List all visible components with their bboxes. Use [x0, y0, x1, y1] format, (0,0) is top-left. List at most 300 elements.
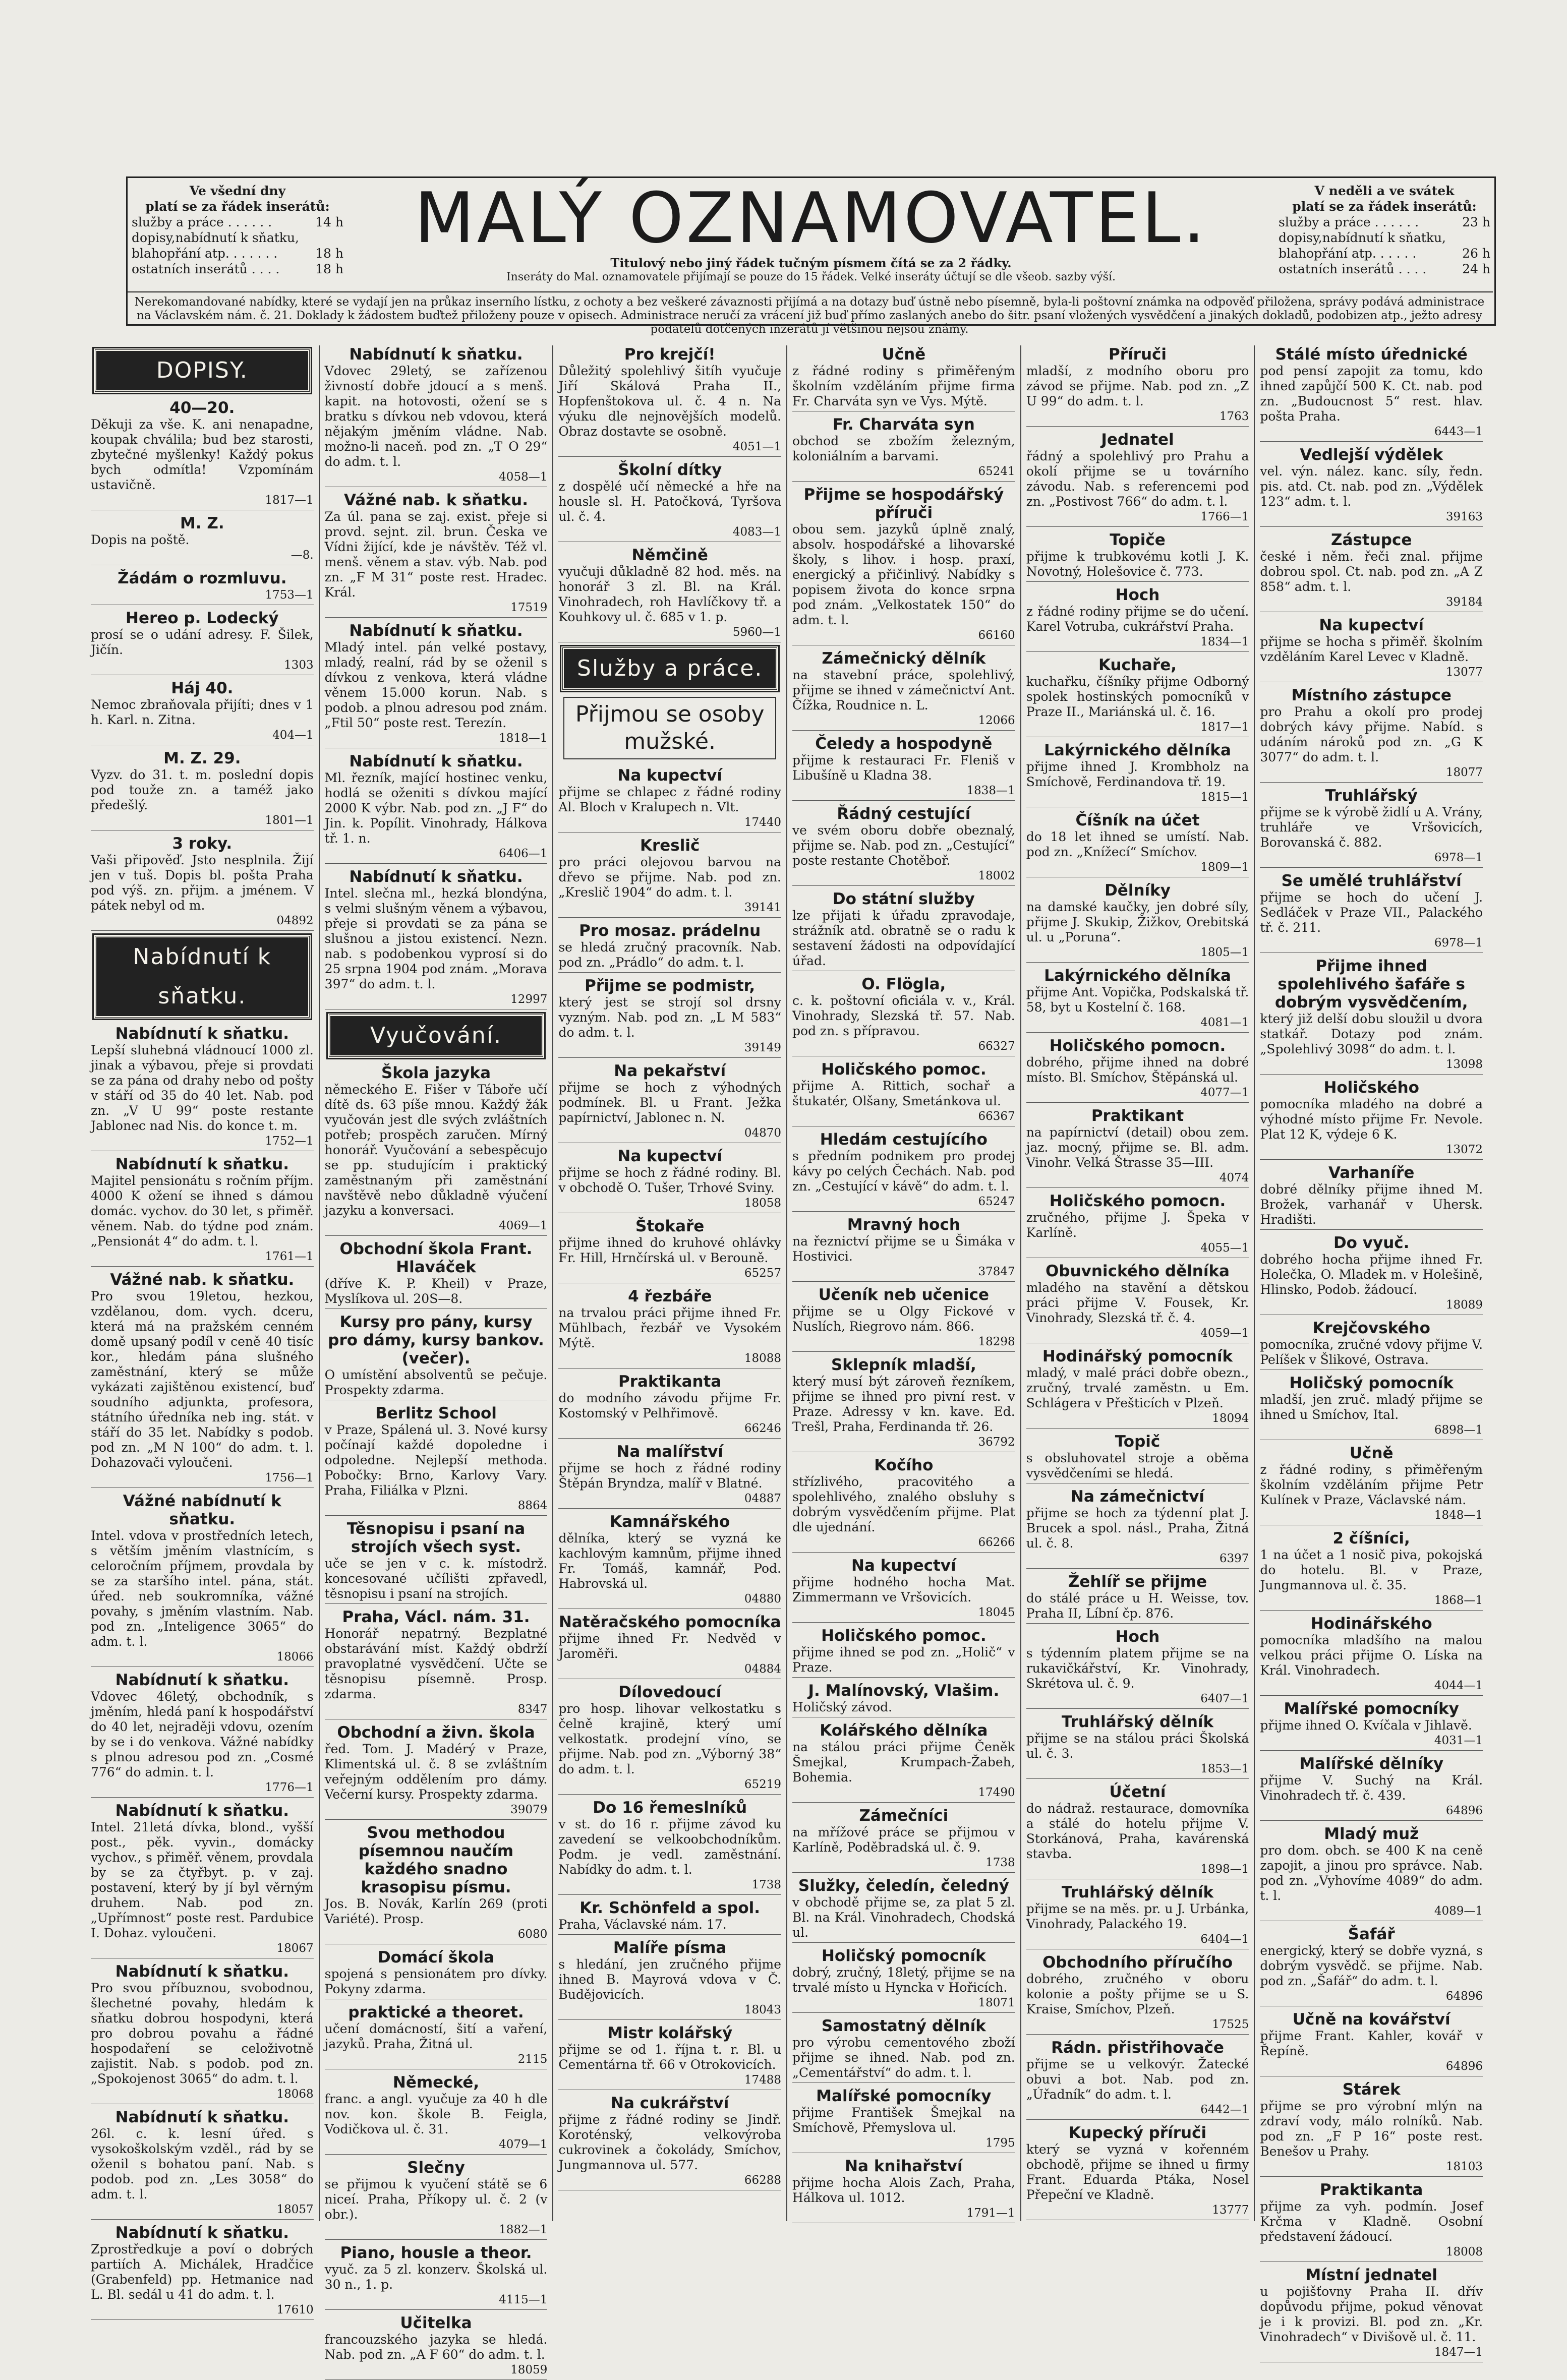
ad-title: Nabídnutí k sňatku.: [115, 1155, 289, 1173]
ad-reference-number: 1817—1: [265, 494, 314, 507]
ad-reference-number: 1898—1: [1200, 1863, 1249, 1876]
ad-reference-number: 1847—1: [1434, 2346, 1483, 2359]
ad-reference-number: 1834—1: [1200, 635, 1249, 648]
ad-reference-number: 66246: [744, 1422, 782, 1435]
weekday-rates-subheading: platí se za řádek inserátů:: [145, 199, 330, 214]
ad-title: Holičského pomoc.: [821, 1060, 986, 1079]
classified-ad: [325, 1313, 548, 1400]
ad-title: Se umělé truhlářství: [1281, 872, 1462, 890]
classified-ad: [325, 1064, 548, 1236]
ad-reference-number: 17519: [510, 601, 548, 614]
classified-ad: [91, 514, 314, 565]
ad-reference-number: 4079—1: [499, 2138, 548, 2151]
classified-ad: [558, 2094, 781, 2190]
classified-ad: [1026, 1488, 1249, 1569]
ad-reference-number: 1738: [751, 1878, 782, 1891]
ad-title: Učitelka: [400, 2314, 472, 2332]
classified-ad: [558, 766, 781, 832]
ad-reference-number: —8.: [291, 549, 314, 562]
ad-reference-number: 1809—1: [1200, 861, 1249, 874]
classified-ad: [1260, 1444, 1483, 1525]
ad-reference-number: 1848—1: [1434, 1509, 1483, 1522]
ad-text: přijme se hocha s přiměř. školním vzděláním Karel Levec v Kladně.: [1260, 634, 1483, 664]
ad-title: Nabídnutí k sňatku.: [349, 622, 523, 640]
ad-text: s obsluhovatel stroje a oběma vysvědčeními se hledá.: [1026, 1451, 1249, 1480]
ad-text: z řádné rodiny s přiměřeným školním vzděláním přijme firma Fr. Charváta syn ve Vys. Mýtě.: [792, 364, 1015, 408]
classified-ad: [792, 486, 1015, 645]
classified-ad: [1260, 531, 1483, 612]
ad-text: Ml. řezník, mající hostinec venku, hodlá se oženiti s dívkou mající 2000 K výbr. Nab. pod zn. „J F“ do Jin. k. Popílit. Vinohrady, Hálkova tř. 1. n.: [324, 770, 548, 846]
ad-reference-number: 64896: [1445, 1990, 1483, 2003]
column-3: [553, 345, 787, 2221]
ad-reference-number: 2115: [517, 2053, 548, 2066]
sunday-rate-price: 24 h: [1462, 262, 1490, 276]
column-1: [86, 345, 320, 2316]
classified-ad: [1260, 616, 1483, 682]
ad-reference-number: 65219: [744, 1778, 782, 1791]
page-subtitle-insertion-rules: Inseráty do Mal. oznamovatele přijímají se pouze do 15 řádek. Velké inseráty účtují se dle všeob. sazby výší.: [506, 271, 1116, 283]
classified-ad: [1026, 586, 1249, 652]
ad-text: Vyzv. do 31. t. m. poslední dopis pod touže zn. a taméž jako předešlý.: [91, 767, 314, 812]
weekday-rate-label: dopisy,nabídnutí k sňatku,: [132, 230, 300, 245]
ad-reference-number: 04880: [744, 1592, 782, 1605]
ad-text: který se vyzná v kořenném obchodě, přijme se ihned u firmy Frant. Eduarda Ptáka, Nosel Přepeční ve Kladně.: [1026, 2142, 1249, 2202]
classified-ad: [792, 1456, 1015, 1553]
classified-ad: [558, 461, 781, 542]
classified-ad: [1260, 1234, 1483, 1315]
ad-reference-number: 04870: [744, 1126, 782, 1140]
ad-title: 4 řezbáře: [628, 1287, 712, 1305]
ad-title: Truhlářský: [1325, 787, 1418, 805]
weekday-rates-list: [132, 214, 343, 277]
ad-title: Kreslič: [640, 837, 700, 855]
ad-title: Přijme se hospodářský příruči: [803, 486, 1004, 522]
ad-title: Pro mosaz. prádelnu: [579, 922, 761, 940]
ad-reference-number: 18071: [978, 1996, 1015, 2009]
ad-reference-number: 65247: [978, 1195, 1015, 1208]
classified-ad: [1260, 1164, 1483, 1230]
ad-reference-number: 6978—1: [1434, 936, 1483, 949]
classified-ad: [325, 2159, 548, 2240]
ad-title: Vážné nab. k sňatku.: [343, 491, 529, 509]
ad-text: uče se jen v c. k. místodrž. koncesované učílišti zpřavedl, těsnopisu i psaní na strojích.: [324, 1556, 548, 1601]
ad-text: u pojišťovny Praha II. dřív dopůvodu přijme, pokud věnovat je i k provizi. Bl. pod zn. „Kr. Vinohradech“ v Divišově ul. č. 11.: [1260, 2284, 1483, 2344]
ad-title: Nabídnutí k sňatku.: [349, 868, 523, 886]
ad-title: Holičského pomocn.: [1049, 1037, 1226, 1055]
classified-ad: [792, 1356, 1015, 1452]
sunday-rates-subheading: platí se za řádek inserátů:: [1292, 199, 1477, 214]
ad-reference-number: 39149: [744, 1041, 782, 1054]
ad-text: pro dom. obch. se 400 K na ceně zapojit, a jinou pro správce. Nab. pod zn. „Vyhovíme 4089“ do adm. t. l.: [1260, 1843, 1483, 1903]
ad-reference-number: 1763: [1219, 410, 1249, 423]
ad-text: přijme se u Olgy Fickové v Nuslích, Riegrovo nám. 866.: [792, 1304, 1015, 1334]
ad-reference-number: 39079: [510, 1803, 548, 1816]
ad-title: Školní dítky: [618, 461, 722, 479]
classified-ad: [91, 1271, 314, 1488]
ad-text: německého E. Fišer v Táboře učí dítě ds. 63 píše mnou. Každý žák vyučován jest dle svých zvláštních potřeb; prospěch zaručen. Mírný honorář. Vyučování a sebespěcujo se pp. studujícím i praktický zaměstnaným při zaměstnání navštěvě nebo důkladně výučení jazyku a konversaci.: [324, 1082, 548, 1218]
ad-text: přijme hocha Alois Zach, Praha, Hálkova ul. 1012.: [792, 2175, 1015, 2205]
ad-text: přijme k restauraci Fr. Fleniš v Libušíně u Kladna 38.: [792, 753, 1015, 783]
ad-reference-number: 1791—1: [966, 2207, 1015, 2220]
ad-text: franc. a angl. vyučuje za 40 h dle nov. kon. škole B. Feigla, Vodičkova ul. č. 31.: [324, 2092, 548, 2136]
classified-ad: [1260, 1374, 1483, 1440]
ad-reference-number: 4081—1: [1200, 1016, 1249, 1029]
ad-title: Svou methodou písemnou naučím každého snadno krasopisu písmu.: [358, 1824, 514, 1896]
ad-reference-number: 4115—1: [499, 2293, 548, 2306]
classified-ad: [558, 1799, 781, 1895]
ad-title: Malířské dělníky: [1299, 1755, 1444, 1773]
ad-reference-number: 1776—1: [265, 1781, 314, 1794]
ad-reference-number: 1815—1: [1200, 791, 1249, 804]
ad-reference-number: 1752—1: [265, 1135, 314, 1148]
classified-ad: [91, 1155, 314, 1267]
ad-reference-number: 5960—1: [732, 626, 782, 639]
ad-text: vel. výn. nález. kanc. síly, ředn. pis. atd. Ct. nab. pod zn. „Výdělek 123“ adm. t. l.: [1260, 464, 1483, 509]
ad-reference-number: 8347: [517, 1703, 548, 1716]
ad-title: Kursy pro pány, kursy pro dámy, kursy bankov. (večer).: [328, 1313, 544, 1367]
classified-ad: [1026, 881, 1249, 963]
subsection-heading: Přijmou se osoby mužské.: [563, 697, 776, 759]
ad-title: Na kupectví: [617, 766, 722, 785]
ad-text: Důležitý spolehlivý šitíh vyučuje Jiří Skálová Praha II., Hopfenštokova ul. č. 4 n. Na výuku dle nejnovějších modelů. Obraz dostavte se osobně.: [558, 364, 782, 439]
classified-ad: [1260, 686, 1483, 783]
ad-text: dobré dělníky přijme ihned M. Brožek, varhanář v Uhersk. Hradišti.: [1260, 1182, 1483, 1227]
classified-ad: [558, 1899, 781, 1935]
ad-reference-number: 4069—1: [499, 1219, 548, 1232]
classified-ad: [792, 735, 1015, 801]
ad-text: dobrý, zručný, 18letý, přijme se na trvalé místo u Hyncka v Hořicích.: [792, 1965, 1015, 1995]
classified-ad: [558, 1683, 781, 1795]
ad-text: do modního závodu přijme Fr. Kostomský v Pelhřimově.: [558, 1391, 782, 1420]
ad-text: přijme za vyh. podmín. Josef Krčma v Kladně. Osobní představení žádoucí.: [1260, 2199, 1483, 2244]
ad-text: na stálou práci přijme Čeněk Šmejkal, Krumpach-Žabeh, Bohemia.: [792, 1740, 1015, 1784]
classified-ad: [325, 345, 548, 487]
classified-ad: [325, 1404, 548, 1516]
classified-ad: [1260, 2010, 1483, 2076]
ad-text: (dříve K. P. Kheil) v Praze, Myslíkova ul. 20S—8.: [324, 1276, 548, 1306]
ad-text: mladého na stavění a dětskou práci přijme V. Fousek, Kr. Vinohrady, Slezská tř. č. 4.: [1026, 1280, 1249, 1325]
ad-text: dobrého, zručného v oboru kolonie a pošty přijme se u S. Kraise, Smíchov, Plzeň.: [1026, 1972, 1249, 2016]
ad-text: do nádraž. restaurace, domovníka a stálé do hotelu přijme V. Storkánová, Praha, kavárenská stavba.: [1026, 1801, 1249, 1861]
ad-reference-number: 18058: [744, 1197, 782, 1210]
ad-text: lze přijati k úřadu zpravodaje, strážník atd. obratně se o radu k sestavení žádosti na odpovídající úřad.: [792, 908, 1015, 968]
ad-reference-number: 04884: [744, 1662, 782, 1676]
ad-text: s předním podnikem pro prodej kávy po celých Čechách. Nab. pod zn. „Cestující v kávě“ do adm. t. l.: [792, 1149, 1015, 1194]
ad-text: Vaši připověď. Jsto nesplnila. Žijí jen v tuš. Dopis bl. pošta Praha pod výš. zn. přijm. a jménem. V pátek nebyl od m.: [91, 853, 314, 913]
classified-ad: [325, 1240, 548, 1309]
ad-reference-number: 66327: [978, 1040, 1015, 1053]
ad-title: Truhlářský dělník: [1061, 1883, 1214, 1901]
ad-title: Lakýrnického dělníka: [1044, 967, 1231, 985]
ad-reference-number: 1882—1: [499, 2223, 548, 2236]
ad-title: Zámečníci: [859, 1807, 949, 1825]
classified-ad: [792, 1286, 1015, 1352]
classified-ad: [325, 2244, 548, 2310]
ad-reference-number: 1761—1: [265, 1250, 314, 1263]
classified-ad: [558, 1062, 781, 1143]
ad-title: Vedlejší výdělek: [1300, 446, 1443, 464]
classified-ad: [1260, 1079, 1483, 1160]
ad-title: Na kupectví: [851, 1557, 956, 1575]
ad-reference-number: 17610: [276, 2303, 314, 2316]
ad-title: Zámečnický dělník: [822, 649, 986, 668]
classified-ad: [792, 890, 1015, 971]
ad-reference-number: 1868—1: [1434, 1594, 1483, 1607]
page-title: MALÝ OZNAMOVATEL.: [414, 177, 1208, 259]
ad-reference-number: 1805—1: [1200, 946, 1249, 959]
ad-title: Sklepník mladší,: [831, 1356, 976, 1374]
ad-text: Děkuji za vše. K. ani nenapadne, koupak chválila; bud bez starosti, zbytečné myšlenky! Každý pokus bych odmítla! Vzpomínám ustavičně.: [91, 417, 314, 492]
ad-title: Pro krejčí!: [624, 345, 716, 364]
classified-ad: [91, 1671, 314, 1798]
ad-reference-number: 1817—1: [1200, 721, 1249, 734]
classified-ad: [792, 415, 1015, 482]
ad-text: energický, který se dobře vyzná, s dobrým vysvědč. se přijme. Nab. pod zn. „Šafář“ do adm. t. l.: [1260, 1943, 1483, 1988]
ad-reference-number: 66367: [978, 1110, 1015, 1123]
classified-ad: [1260, 1319, 1483, 1370]
ad-title: Natěračského pomocníka: [558, 1613, 781, 1631]
ad-title: Řádný cestující: [837, 805, 971, 823]
classified-ad: [325, 622, 548, 748]
ad-text: přijme se od 1. října t. r. Bl. u Cementárna tř. 66 v Otrokovicích.: [558, 2042, 782, 2072]
classified-ad: [792, 2087, 1015, 2153]
ad-title: Malířské pomocníky: [816, 2087, 992, 2105]
ad-title: Malířské pomocníky: [1284, 1700, 1459, 1718]
section-heading: Služby a práce.: [561, 646, 778, 691]
classified-ad: [1026, 1783, 1249, 1879]
ad-text: do 18 let ihned se umístí. Nab. pod zn. „Knížecí“ Smíchov.: [1026, 829, 1249, 859]
ad-text: přijme se hoch z výhodných podmínek. Bl. u Frant. Ježka papírnictví, Jablonec n. N.: [558, 1080, 782, 1125]
classified-ad: [325, 1948, 548, 1999]
ad-text: kuchařku, číšníky přijme Odborný spolek hostinských pomocníků v Praze II., Mariánská ul. č. 16.: [1026, 674, 1249, 719]
ad-title: Na knihařství: [845, 2157, 963, 2175]
ad-title: Nabídnutí k sňatku.: [115, 1025, 289, 1043]
ad-title: Vážné nab. k sňatku.: [110, 1271, 295, 1289]
sunday-rate-price: 26 h: [1462, 246, 1490, 261]
weekday-rate-label: ostatních inserátů . . . .: [132, 262, 280, 276]
ad-title: Stálé místo úřednické: [1275, 345, 1468, 364]
administration-notice: Nerekomandované nabídky, které se vydají jen na průkaz inserního lístku, z ochoty a bez veškeré závaznosti přijímá a na dotazy buď ústně nebo písemně, byla-li poštovní známka na odpověď přiložena, správy podává administrace na Václavském nám. č. 21. Doklady k žádostem buďtež přiloženy pouze v opisech. Administrace neručí za vrácení již buď přímo zaslaných anebo do šitr. psaní vložených vysvědčení a jinakých dokladů, podobizen atp., ježto adresy podatelů dotčených inzerátů jí většinou nejsou známy.: [126, 291, 1493, 336]
ad-text: na trvalou práci přijme ihned Fr. Mühlbach, řezbář ve Vysokém Mýtě.: [558, 1305, 782, 1350]
ad-reference-number: 18068: [276, 2088, 314, 2101]
ad-title: 2 číšníci,: [1332, 1529, 1410, 1548]
classified-ad: [1026, 1953, 1249, 2035]
ad-text: Holičský závod.: [792, 1700, 893, 1714]
classified-ad: [558, 546, 781, 642]
classified-ad: [91, 2224, 314, 2320]
ad-title: Topič: [1115, 1433, 1160, 1451]
ad-text: Vdovec 29letý, se zařízenou živností dobře jdoucí a s menš. kapit. na hotovosti, ožení se s bratku s dívkou neb vdovou, která nějakým jměním vládne. Nab. možno-li naceň. pod zn. „T O 29“ do adm. t. l.: [324, 364, 548, 469]
ad-title: Piano, housle a theor.: [340, 2244, 532, 2262]
ad-reference-number: 13077: [1445, 666, 1483, 679]
ad-title: Praktikant: [1091, 1107, 1184, 1125]
weekday-rate-line: [132, 261, 343, 277]
ad-text: dobrého, přijme ihned na dobré místo. Bl. Smíchov, Štěpánská ul.: [1026, 1055, 1249, 1085]
ad-text: přijme Ant. Vopička, Podskalská tř. 58, byt u Kostelní č. 168.: [1026, 985, 1249, 1015]
ad-text: přijme se na stálou práci Školská ul. č. 3.: [1026, 1731, 1249, 1761]
ad-text: učení domácností, šití a vaření, jazyků. Praha, Žitná ul.: [324, 2021, 548, 2051]
ad-reference-number: 18043: [744, 2003, 782, 2016]
ad-reference-number: 17440: [744, 816, 782, 829]
ad-text: mladší, jen zruč. mladý přijme se ihned u Smíchov, Ital.: [1260, 1392, 1483, 1422]
ad-text: v obchodě přijme se, za plat 5 zl. Bl. na Král. Vinohradech, Chodská ul.: [792, 1895, 1015, 1940]
ad-text: Lepší sluhebná vládnoucí 1000 zl. jinak a výbavou, přeje si provdati se za pána od drahy nebo od pošty v stáří od 35 do 40 let. Nab. pod zn. „V U 99“ poste restante Jablonec nad Nis. do konce t. m.: [91, 1043, 314, 1133]
ad-reference-number: 1738: [985, 1856, 1015, 1869]
ad-title: Nabídnutí k sňatku.: [115, 1671, 289, 1689]
ad-text: Intel. vdova v prostředních letech, s větším jměním vlastnícím, s celoročním příjmem, provdala by se za staršího intel. pána, stát. úřed. neb soukromníka, vážné povahy, s jměním vlastním. Nab. pod zn. „Inteligence 3065“ do adm. t. l.: [91, 1528, 314, 1649]
ad-text: přijme ihned J. Krombholz na Smíchově, Ferdinandova tř. 19.: [1026, 759, 1249, 789]
ad-title: Topiče: [1110, 531, 1166, 549]
ad-reference-number: 6442—1: [1200, 2103, 1249, 2116]
ad-title: Přijme ihned spolehlivého šafáře s dobrým vysvědčením,: [1274, 957, 1468, 1012]
ad-text: pomocníka mladšího na malou velkou práci přijme O. Líska na Král. Vinohradech.: [1260, 1633, 1483, 1678]
ad-reference-number: 13098: [1445, 1058, 1483, 1071]
ad-reference-number: 6443—1: [1434, 425, 1483, 438]
ad-reference-number: 66288: [744, 2174, 782, 2187]
ad-text: Za úl. pana se zaj. exist. přeje si provd. sejnt. zil. brun. Česka ve Vídni žijící, kde je návštěv. Též vl. menš. věnem a stav. výb. Nab. pod zn. „F M 31“ poste rest. Hradec. Král.: [324, 509, 548, 600]
ad-reference-number: 6397: [1219, 1552, 1249, 1565]
ad-reference-number: 18008: [1445, 2245, 1483, 2258]
classified-ad: [1026, 1433, 1249, 1483]
ad-text: přijme se hoch za týdenní plat J. Brucek a spol. násl., Praha, Žitná ul. č. 8.: [1026, 1506, 1249, 1551]
ad-title: Krejčovského: [1312, 1319, 1430, 1337]
classified-ad: [91, 609, 314, 675]
ad-reference-number: 6407—1: [1200, 1692, 1249, 1705]
ad-title: Na kupectví: [617, 1147, 722, 1165]
ad-reference-number: 64896: [1445, 1804, 1483, 1817]
classified-ad: [558, 1613, 781, 1679]
ad-title: Učně: [1349, 1444, 1394, 1462]
ad-reference-number: 4051—1: [732, 440, 782, 453]
ad-title: Fr. Charváta syn: [832, 415, 975, 434]
ad-title: Praktikanta: [618, 1373, 722, 1391]
classified-ad: [792, 345, 1015, 411]
classified-ad: [792, 1877, 1015, 1943]
ad-title: Na zámečnictví: [1071, 1488, 1205, 1506]
ad-title: Nabídnutí k sňatku.: [115, 1802, 289, 1820]
ad-title: Stárek: [1342, 2080, 1401, 2099]
ad-text: Praha, Václavské nám. 17.: [558, 1917, 727, 1932]
ad-title: Kupecký příruči: [1068, 2124, 1207, 2142]
ad-reference-number: 1756—1: [265, 1471, 314, 1484]
classified-ad: [558, 1287, 781, 1368]
ad-reference-number: 6406—1: [499, 847, 548, 860]
ad-reference-number: 64896: [1445, 2060, 1483, 2073]
classified-ad: [91, 569, 314, 605]
ad-text: francouzského jazyka se hledá. Nab. pod zn. „A F 60“ do adm. t. l.: [324, 2332, 548, 2362]
ad-reference-number: 04892: [276, 914, 314, 927]
ad-reference-number: 18059: [510, 2363, 548, 2376]
ad-text: s hledání, jen zručného přijme ihned B. Mayrová vdova v Č. Budějovicích.: [558, 1957, 782, 2002]
ad-title: Nabídnutí k sňatku.: [349, 345, 523, 364]
classified-ad: [558, 345, 781, 457]
ad-reference-number: 17488: [744, 2073, 782, 2087]
ad-text: na stavební práce, spolehlivý, přijme se ihned v zámečnictví Ant. Čížka, Roudnice n. L.: [792, 668, 1015, 712]
ad-title: M. Z. 29.: [163, 749, 241, 767]
sunday-rate-label: dopisy,nabídnutí k sňatku,: [1279, 230, 1446, 245]
ad-text: Nemoc zbraňovala přijíti; dnes v 1 h. Karl. n. Zitna.: [91, 697, 314, 727]
column-4: [787, 345, 1021, 2221]
ad-text: z dospělé učí německé a hře na housle sl. H. Patočková, Tyršova ul. č. 4.: [558, 479, 782, 524]
ad-reference-number: 18103: [1445, 2160, 1483, 2173]
ad-title: Malíře písma: [613, 1939, 727, 1957]
classified-ad: [1026, 741, 1249, 807]
section-heading: Vyučování.: [328, 1014, 545, 1058]
ad-text: který musí být zároveň řezníkem, přijme se ihned pro pivní rest. v Praze. Adressy v kn. kave. Ed. Trešl, Praha, Ferdinanda tř. 26.: [792, 1374, 1015, 1434]
classified-ad: [91, 679, 314, 745]
ad-title: Německé,: [392, 2073, 480, 2092]
ad-reference-number: 1838—1: [966, 784, 1015, 797]
ad-text: přijme z řádné rodiny se Jindř. Koroténský, velkovýroba cukrovinek a čokolády, Smíchov, Jungmannova ul. 577.: [558, 2112, 782, 2172]
ad-text: vyučuji důkladně 82 hod. měs. na honorář 3 zl. Bl. na Král. Vinohradech, roh Havlíčkovy tř. a Kouhkovy ul. č. 685 v 1. p.: [558, 564, 782, 624]
ad-text: přijme k trubkovému kotli J. K. Novotný, Holešovice č. 773.: [1026, 549, 1249, 579]
ad-text: pod pensí zapojit za tomu, kdo ihned zapůjčí 500 K. Ct. nab. pod zn. „Budoucnost 5“ rest. hlav. pošta Praha.: [1260, 364, 1483, 424]
ad-text: vyuč. za 5 zl. konzerv. Školská ul. 30 n., 1. p.: [324, 2262, 548, 2292]
ad-title: Služky, čeledín, čeledný: [798, 1877, 1009, 1895]
ad-text: obou sem. jazyků úplně znalý, absolv. hospodářské a lihovarské školy, s lihov. i hosp. praxí, energický a přičinlivý. Nabídky s popisem života do konce srpna pod znám. „Velkostatek 150“ do adm. t. l.: [792, 522, 1015, 627]
ad-title: Holičského pomoc.: [821, 1627, 986, 1645]
ad-text: přijme se u velkovýr. Žatecké obuvi a bot. Nab. pod zn. „Úřadník“ do adm. t. l.: [1026, 2057, 1249, 2102]
classified-ad: [1260, 1755, 1483, 1821]
ad-title: Praktikanta: [1320, 2181, 1423, 2199]
ad-reference-number: 17490: [978, 1786, 1015, 1799]
classified-ad: [325, 2314, 548, 2380]
sunday-rate-line: [1279, 214, 1490, 230]
ad-text: přijme se hoch z řádné rodiny Štěpán Bryndza, malíř v Blatné.: [558, 1461, 782, 1491]
weekday-rate-line: [132, 246, 343, 261]
ad-title: Učně na kovářství: [1292, 2010, 1450, 2029]
classified-ad: [325, 2003, 548, 2069]
ad-title: J. Malínovský, Vlašim.: [808, 1682, 1000, 1700]
ad-title: Háj 40.: [171, 679, 234, 697]
ad-reference-number: 1795: [985, 2136, 1015, 2150]
classified-ad: [792, 1627, 1015, 1678]
classified-ad: [792, 1216, 1015, 1282]
ad-title: Dělníky: [1105, 881, 1171, 900]
classified-ad: [792, 2017, 1015, 2083]
ad-title: Domácí škola: [377, 1948, 495, 1967]
ad-title: Obchodní a živn. škola: [337, 1723, 535, 1742]
ad-reference-number: 36792: [978, 1436, 1015, 1449]
classified-ad: [1026, 2039, 1249, 2120]
classified-ad: [325, 491, 548, 618]
classified-ad: [91, 1802, 314, 1958]
page-subtitle: Titulový nebo jiný řádek tučným písmem čítá se za 2 řádky.: [610, 256, 1012, 270]
ad-reference-number: 18298: [978, 1335, 1015, 1348]
ad-text: přijme se pro výrobní mlýn na zdraví vody, málo rolníků. Nab. pod zn. „F P 16“ poste rest. Benešov u Prahy.: [1260, 2099, 1483, 2159]
ad-title: Vážné nabídnutí k sňatku.: [123, 1492, 281, 1528]
ad-text: přijme se k výrobě židlí u A. Vrány, truhláře ve Vršovicích, Borovanská č. 882.: [1260, 805, 1483, 850]
ad-reference-number: 37847: [978, 1265, 1015, 1278]
weekday-rate-price: 18 h: [315, 262, 343, 276]
ad-title: Účetní: [1109, 1783, 1166, 1801]
ad-reference-number: 4055—1: [1200, 1241, 1249, 1255]
ad-text: střízlivého, pracovitého a spolehlivého, znalého obsluhy s dobrým vysvědčením přijme. Plat dle ujednání.: [792, 1474, 1015, 1534]
ad-reference-number: 1853—1: [1200, 1762, 1249, 1775]
ad-reference-number: 12997: [510, 993, 548, 1006]
ad-text: pro hosp. lihovar velkostatku s čelně krajině, který umí velkostatk. prodejní víno, se přijme. Nab. pod zn. „Výborný 38“ do adm. t. l.: [558, 1701, 782, 1776]
classified-ad: [1026, 1883, 1249, 1949]
ad-title: Učeník neb učenice: [818, 1286, 990, 1304]
ad-title: Berlitz School: [375, 1404, 497, 1422]
sunday-rate-label: blahopřání atp. . . . . .: [1279, 246, 1417, 261]
ad-title: Na malířství: [616, 1443, 723, 1461]
ad-text: přijme se chlapec z řádné rodiny Al. Bloch v Kralupech n. Vlt.: [558, 785, 782, 814]
classified-ad: [325, 1520, 548, 1604]
ad-reference-number: 6898—1: [1434, 1423, 1483, 1437]
ad-title: Do státní služby: [832, 890, 975, 908]
classified-ad: [558, 977, 781, 1058]
